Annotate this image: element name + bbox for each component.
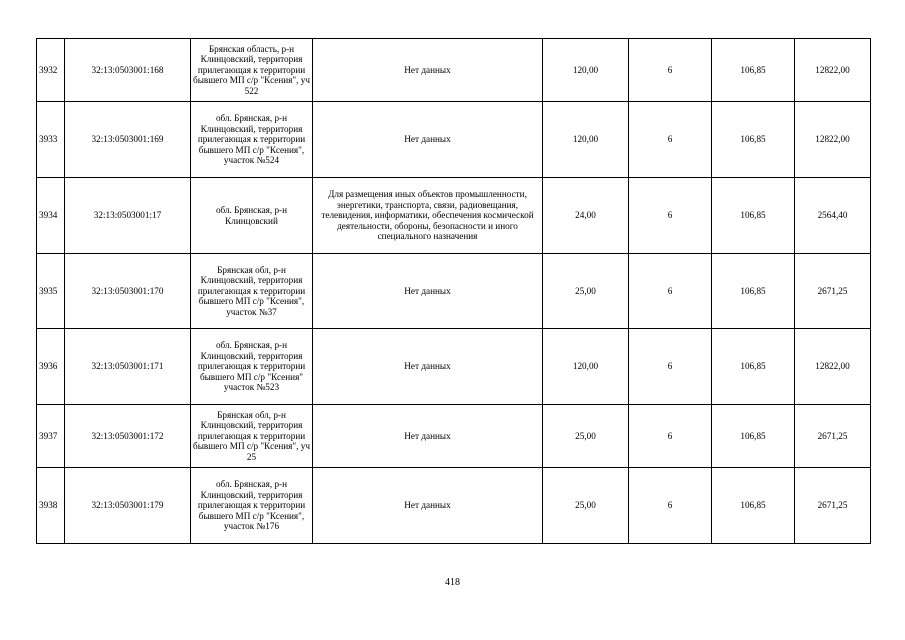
table-row: [37, 468, 871, 544]
address-cell: Брянская обл, р-н Клинцовский, территория прилегающая к территории бывшего МП с/р "Ксения", участок №37: [191, 254, 313, 329]
table-row: [37, 102, 871, 178]
cadastral-value-cell: 2564,40: [795, 178, 871, 254]
address-cell: обл. Брянская, р-н Клинцовский: [191, 178, 313, 254]
rate-cell: 6: [629, 405, 712, 468]
permitted-use-cell: Нет данных: [313, 254, 543, 329]
cadastral-number-cell: 32:13:0503001:169: [65, 102, 191, 178]
row-number-cell: 3932: [37, 39, 65, 102]
permitted-use-cell: Нет данных: [313, 102, 543, 178]
area-cell: 120,00: [543, 39, 629, 102]
table-body: [37, 39, 871, 544]
address-cell: Брянская обл, р-н Клинцовский, территория прилегающая к территории бывшего МП с/р "Ксения", уч 25: [191, 405, 313, 468]
cadastral-value-cell: 2671,25: [795, 254, 871, 329]
row-number-cell: 3935: [37, 254, 65, 329]
cadastral-number-cell: 32:13:0503001:172: [65, 405, 191, 468]
area-cell: 25,00: [543, 254, 629, 329]
cadastral-number-cell: 32:13:0503001:171: [65, 329, 191, 405]
price-cell: 106,85: [712, 468, 795, 544]
cadastral-number-cell: 32:13:0503001:179: [65, 468, 191, 544]
row-number-cell: 3934: [37, 178, 65, 254]
price-cell: 106,85: [712, 39, 795, 102]
cadastral-value-cell: 12822,00: [795, 102, 871, 178]
cadastral-number-cell: 32:13:0503001:170: [65, 254, 191, 329]
table-row: [37, 39, 871, 102]
area-cell: 25,00: [543, 468, 629, 544]
price-cell: 106,85: [712, 405, 795, 468]
cadastral-number-cell: 32:13:0503001:17: [65, 178, 191, 254]
address-cell: обл. Брянская, р-н Клинцовский, территория прилегающая к территории бывшего МП с/р "Ксения", участок №176: [191, 468, 313, 544]
row-number-cell: 3937: [37, 405, 65, 468]
permitted-use-cell: Нет данных: [313, 329, 543, 405]
rate-cell: 6: [629, 102, 712, 178]
row-number-cell: 3936: [37, 329, 65, 405]
rate-cell: 6: [629, 254, 712, 329]
price-cell: 106,85: [712, 254, 795, 329]
area-cell: 120,00: [543, 102, 629, 178]
rate-cell: 6: [629, 178, 712, 254]
row-number-cell: 3938: [37, 468, 65, 544]
address-cell: обл. Брянская, р-н Клинцовский, территория прилегающая к территории бывшего МП с/р "Ксения", участок №524: [191, 102, 313, 178]
price-cell: 106,85: [712, 102, 795, 178]
rate-cell: 6: [629, 39, 712, 102]
cadastral-value-cell: 12822,00: [795, 39, 871, 102]
area-cell: 24,00: [543, 178, 629, 254]
area-cell: 25,00: [543, 405, 629, 468]
table-row: [37, 405, 871, 468]
table-row: [37, 329, 871, 405]
address-cell: Брянская область, р-н Клинцовский, территория прилегающая к территории бывшего МП с/р "Ксения", уч 522: [191, 39, 313, 102]
area-cell: 120,00: [543, 329, 629, 405]
cadastral-number-cell: 32:13:0503001:168: [65, 39, 191, 102]
land-plots-table: [36, 38, 871, 544]
permitted-use-cell: Нет данных: [313, 405, 543, 468]
table-row: [37, 178, 871, 254]
cadastral-value-cell: 2671,25: [795, 405, 871, 468]
table-row: [37, 254, 871, 329]
permitted-use-cell: Для размещения иных объектов промышленности, энергетики, транспорта, связи, радиовещания, телевидения, информатики, обеспечения космической деятельности, обороны, безопасности и иного специального назначения: [313, 178, 543, 254]
rate-cell: 6: [629, 468, 712, 544]
cadastral-value-cell: 12822,00: [795, 329, 871, 405]
permitted-use-cell: Нет данных: [313, 468, 543, 544]
price-cell: 106,85: [712, 178, 795, 254]
address-cell: обл. Брянская, р-н Клинцовский, территория прилегающая к территории бывшего МП с/р "Ксения" участок №523: [191, 329, 313, 405]
page-number: 418: [445, 577, 460, 588]
price-cell: 106,85: [712, 329, 795, 405]
cadastral-value-cell: 2671,25: [795, 468, 871, 544]
permitted-use-cell: Нет данных: [313, 39, 543, 102]
rate-cell: 6: [629, 329, 712, 405]
row-number-cell: 3933: [37, 102, 65, 178]
